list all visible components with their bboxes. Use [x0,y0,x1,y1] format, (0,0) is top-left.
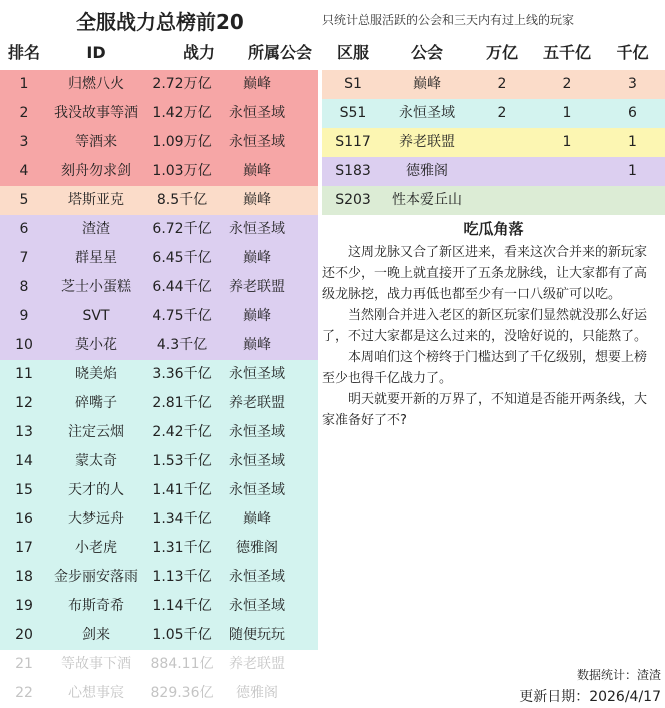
union-cell: 巅峰 [243,76,271,92]
server-cell: S117 [335,134,371,150]
power-cell: 1.34千亿 [152,511,212,527]
rank-cell: 20 [15,627,33,643]
power-cell: 1.05千亿 [152,627,212,643]
player-id-cell: 塔斯亚克 [68,192,124,208]
gossip-paragraph: 当然刚合并进入老区的新区玩家们显然就没那么好运了，不过大家都是这么过来的，没啥好说的，只能熬了。 [322,308,648,344]
rank-cell: 8 [19,279,29,295]
header-union: 所属公会 [247,43,312,62]
power-cell: 2.72万亿 [152,76,212,92]
union-cell: 巅峰 [243,192,271,208]
union-cell: 巅峰 [243,337,271,353]
ranking-row [0,476,318,505]
power-cell: 4.3千亿 [156,337,208,353]
power-cell: 1.42万亿 [152,105,212,121]
union-cell: 随便玩玩 [229,627,285,643]
ranking-row [0,621,318,650]
union-cell: 永恒圣域 [229,482,285,498]
player-id-cell: 天才的人 [68,482,124,498]
rank-cell: 12 [15,395,33,411]
server-cell: S203 [335,192,371,208]
gossip-paragraph: 本周咱们这个榜终于门槛达到了千亿级别，想要上榜至少也得千亿战力了。 [322,350,648,386]
ranking-row [0,534,318,563]
power-cell: 1.31千亿 [152,540,212,556]
union-cell: 永恒圣域 [229,453,285,469]
server-row [322,99,665,128]
ranking-row [0,215,318,244]
player-id-cell: 芝士小蛋糕 [61,279,131,295]
rank-cell: 14 [15,453,33,469]
header-wanyi: 万亿 [485,43,518,62]
ranking-row [0,302,318,331]
power-cell: 6.45千亿 [152,250,212,266]
qianyi-cell: 1 [628,134,637,150]
page-title: 全服战力总榜前20 [76,10,244,34]
player-id-cell: 碎嘴子 [75,395,117,411]
ranking-row [0,389,318,418]
ranking-row [0,331,318,360]
wanyi-cell [470,186,534,215]
header-rank: 排名 [7,43,40,62]
power-cell: 884.11亿 [150,656,214,672]
union-cell: 养老联盟 [229,656,285,672]
union-cell: 永恒圣域 [229,221,285,237]
server-table [322,70,665,215]
union-cell: 永恒圣域 [229,569,285,585]
union-cell: 巅峰 [243,163,271,179]
player-id-cell: SVT [82,308,110,324]
server-union-cell: 性本爱丘山 [392,192,462,208]
rank-cell: 11 [15,366,33,382]
power-cell: 8.5千亿 [156,192,208,208]
wanyi-cell [470,157,534,186]
ranking-row [0,273,318,302]
power-cell: 1.13千亿 [152,569,212,585]
wuqianyi-cell [534,157,600,186]
server-union-cell: 巅峰 [413,76,441,92]
wuqianyi-cell: 2 [562,76,572,92]
union-cell: 永恒圣域 [229,134,285,150]
power-cell: 4.75千亿 [152,308,212,324]
ranking-row [0,447,318,476]
rank-cell: 4 [19,163,29,179]
player-id-cell: 布斯奇希 [68,598,124,614]
player-id-cell: 心想事宸 [68,685,124,701]
player-id-cell: 大梦远舟 [68,511,124,527]
wuqianyi-cell: 1 [562,105,572,121]
player-id-cell: 归燃八火 [68,76,124,92]
server-union-cell: 永恒圣域 [399,105,455,121]
rank-cell: 19 [15,598,33,614]
player-id-cell: 金步丽安落雨 [54,569,138,585]
server-row [322,186,665,215]
wanyi-cell [470,128,534,157]
player-id-cell: 小老虎 [75,540,117,556]
header-wuqianyi: 五千亿 [542,43,591,62]
rank-cell: 3 [19,134,29,150]
power-cell: 1.09万亿 [152,134,212,150]
ranking-row [0,70,318,99]
rank-cell: 18 [15,569,33,585]
player-id-cell: 注定云烟 [68,424,124,440]
header-qianyi: 千亿 [616,43,649,62]
ranking-row [0,679,318,708]
header-server: 区服 [336,43,369,62]
stat-note: 只统计总服活跃的公会和三天内有过上线的玩家 [322,13,575,27]
server-cell: S183 [335,163,371,179]
power-cell: 6.72千亿 [152,221,212,237]
ranking-row [0,99,318,128]
power-cell: 6.44千亿 [152,279,212,295]
gossip-text [322,242,656,431]
player-id-cell: 等故事下酒 [61,656,131,672]
union-cell: 巅峰 [243,250,271,266]
power-cell: 829.36亿 [150,685,214,701]
union-cell: 德雅阁 [236,685,278,701]
union-cell: 养老联盟 [229,395,285,411]
rank-cell: 6 [19,221,29,237]
gossip-title: 吃瓜角落 [463,220,524,238]
stat-author: 数据统计：渣渣 [576,668,661,682]
union-cell: 巅峰 [243,308,271,324]
server-row [322,70,665,99]
qianyi-cell [600,186,665,215]
union-cell: 养老联盟 [229,279,285,295]
rank-cell: 1 [19,76,29,92]
ranking-table [0,70,318,708]
rank-cell: 5 [19,192,29,208]
wanyi-cell: 2 [497,76,507,92]
power-cell: 1.14千亿 [152,598,212,614]
rank-cell: 17 [15,540,33,556]
ranking-row [0,505,318,534]
union-cell: 永恒圣域 [229,366,285,382]
gossip-paragraph: 明天就要开新的万界了，不知道是否能开两条线，大家准备好了不? [322,392,648,428]
header-power: 战力 [182,43,215,62]
player-id-cell: 蒙太奇 [75,453,117,469]
update-date: 更新日期：2026/4/17 [519,689,661,705]
gossip-paragraph: 这周龙脉又合了新区进来，看来这次合并来的新玩家还不少，一晚上就直接开了五条龙脉线，让大家都有了高级龙脉挖，战力再低也都至少有一口八级矿可以吃。 [322,245,648,302]
ranking-row [0,360,318,389]
ranking-row [0,128,318,157]
power-cell: 3.36千亿 [152,366,212,382]
union-cell: 永恒圣域 [229,424,285,440]
power-cell: 2.42千亿 [152,424,212,440]
power-cell: 1.41千亿 [152,482,212,498]
union-cell: 永恒圣域 [229,598,285,614]
player-id-cell: 渣渣 [82,221,110,237]
server-cell: S1 [344,76,362,92]
power-cell: 1.03万亿 [152,163,212,179]
header-server-union: 公会 [410,43,443,62]
player-id-cell: 我没故事等酒 [54,105,138,121]
wanyi-cell: 2 [497,105,507,121]
ranking-row [0,650,318,679]
server-union-cell: 德雅阁 [406,163,448,179]
rank-cell: 16 [15,511,33,527]
union-cell: 巅峰 [243,511,271,527]
player-id-cell: 莫小花 [75,337,117,353]
ranking-row [0,157,318,186]
rank-cell: 2 [19,105,29,121]
qianyi-cell: 6 [628,105,637,121]
ranking-row [0,244,318,273]
wuqianyi-cell [534,186,600,215]
player-id-cell: 晓美焰 [75,366,117,382]
player-id-cell: 刻舟勿求剑 [61,163,131,179]
rank-cell: 7 [19,250,29,266]
union-cell: 永恒圣域 [229,105,285,121]
rank-cell: 15 [15,482,33,498]
ranking-row [0,186,318,215]
player-id-cell: 等酒来 [75,134,117,150]
ranking-row [0,592,318,621]
player-id-cell: 剑来 [82,627,110,643]
qianyi-cell: 1 [628,163,637,179]
union-cell: 德雅阁 [236,540,278,556]
rank-cell: 10 [15,337,33,353]
server-row [322,157,665,186]
wuqianyi-cell: 1 [562,134,572,150]
server-cell: S51 [339,105,367,121]
ranking-row [0,563,318,592]
rank-cell: 9 [19,308,29,324]
power-cell: 2.81千亿 [152,395,212,411]
server-union-cell: 养老联盟 [399,134,455,150]
qianyi-cell: 3 [628,76,637,92]
header-id: ID [86,43,106,62]
server-row [322,128,665,157]
rank-cell: 21 [15,656,33,672]
power-cell: 1.53千亿 [152,453,212,469]
rank-cell: 22 [15,685,33,701]
ranking-row [0,418,318,447]
rank-cell: 13 [15,424,33,440]
player-id-cell: 群星星 [75,250,117,266]
